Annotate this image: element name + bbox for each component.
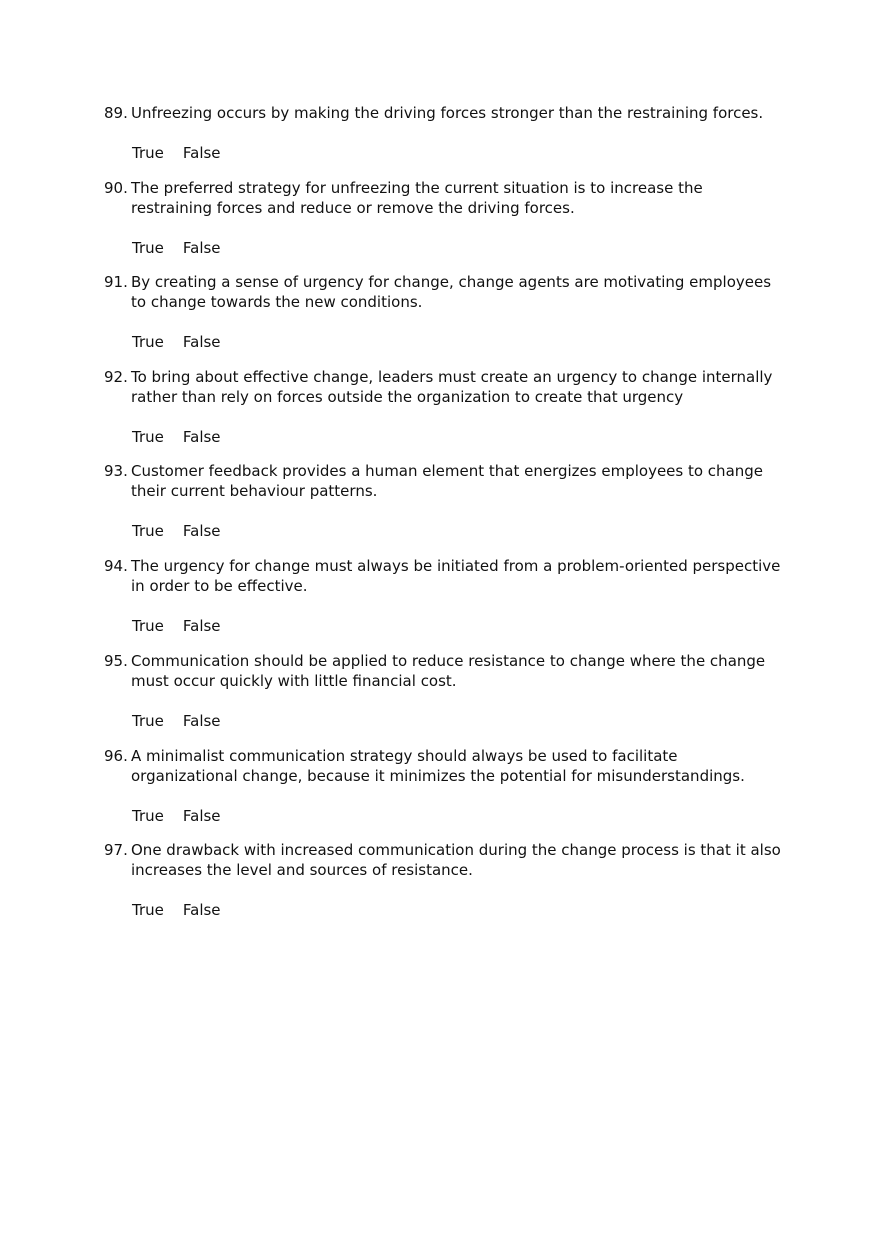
option-true[interactable]: True — [132, 712, 164, 730]
option-true[interactable]: True — [132, 333, 164, 351]
answer-options — [132, 332, 784, 352]
option-false[interactable]: False — [182, 712, 221, 730]
question-93 — [104, 461, 784, 541]
option-false[interactable]: False — [182, 428, 221, 446]
question-text: The urgency for change must always be initiated from a problem-oriented perspective in order to be effective. — [131, 557, 781, 595]
option-true[interactable]: True — [132, 617, 164, 635]
option-false[interactable]: False — [182, 617, 221, 635]
option-true[interactable]: True — [132, 807, 164, 825]
option-true[interactable]: True — [132, 239, 164, 257]
question-94 — [104, 556, 784, 636]
option-true[interactable]: True — [132, 144, 164, 162]
answer-options — [132, 711, 784, 731]
question-91 — [104, 272, 784, 352]
question-96 — [104, 746, 784, 826]
question-97 — [104, 840, 784, 920]
answer-options — [132, 143, 784, 163]
option-false[interactable]: False — [182, 807, 221, 825]
question-number: 95. — [104, 652, 128, 670]
option-false[interactable]: False — [182, 239, 221, 257]
option-true[interactable]: True — [132, 522, 164, 540]
question-number: 97. — [104, 841, 128, 859]
question-95 — [104, 651, 784, 731]
answer-options — [132, 806, 784, 826]
question-text: A minimalist communication strategy should always be used to facilitate organizational change, because it minimizes the potential for misunderstandings. — [131, 747, 745, 785]
question-number: 93. — [104, 462, 128, 480]
question-number: 91. — [104, 273, 128, 291]
question-89 — [104, 103, 784, 163]
option-false[interactable]: False — [182, 333, 221, 351]
question-text: To bring about effective change, leaders must create an urgency to change internally rather than rely on forces outside the organization to create that urgency — [131, 368, 773, 406]
answer-options — [132, 238, 784, 258]
answer-options — [132, 616, 784, 636]
question-90 — [104, 178, 784, 258]
question-number: 94. — [104, 557, 128, 575]
option-true[interactable]: True — [132, 901, 164, 919]
option-true[interactable]: True — [132, 428, 164, 446]
question-number: 89. — [104, 104, 128, 122]
answer-options — [132, 900, 784, 920]
answer-options — [132, 427, 784, 447]
question-number: 96. — [104, 747, 128, 765]
answer-options — [132, 521, 784, 541]
question-number: 92. — [104, 368, 128, 386]
question-text: One drawback with increased communication during the change process is that it also increases the level and sources of resistance. — [131, 841, 781, 879]
question-text: Unfreezing occurs by making the driving forces stronger than the restraining forces. — [131, 104, 764, 122]
option-false[interactable]: False — [182, 144, 221, 162]
question-text: The preferred strategy for unfreezing the current situation is to increase the restraining forces and reduce or remove the driving forces. — [131, 179, 703, 217]
question-text: Communication should be applied to reduce resistance to change where the change must occur quickly with little financial cost. — [131, 652, 766, 690]
question-text: Customer feedback provides a human element that energizes employees to change their current behaviour patterns. — [131, 462, 764, 500]
option-false[interactable]: False — [182, 522, 221, 540]
option-false[interactable]: False — [182, 901, 221, 919]
question-text: By creating a sense of urgency for change, change agents are motivating employees to change towards the new conditions. — [131, 273, 772, 311]
question-number: 90. — [104, 179, 128, 197]
question-92 — [104, 367, 784, 447]
